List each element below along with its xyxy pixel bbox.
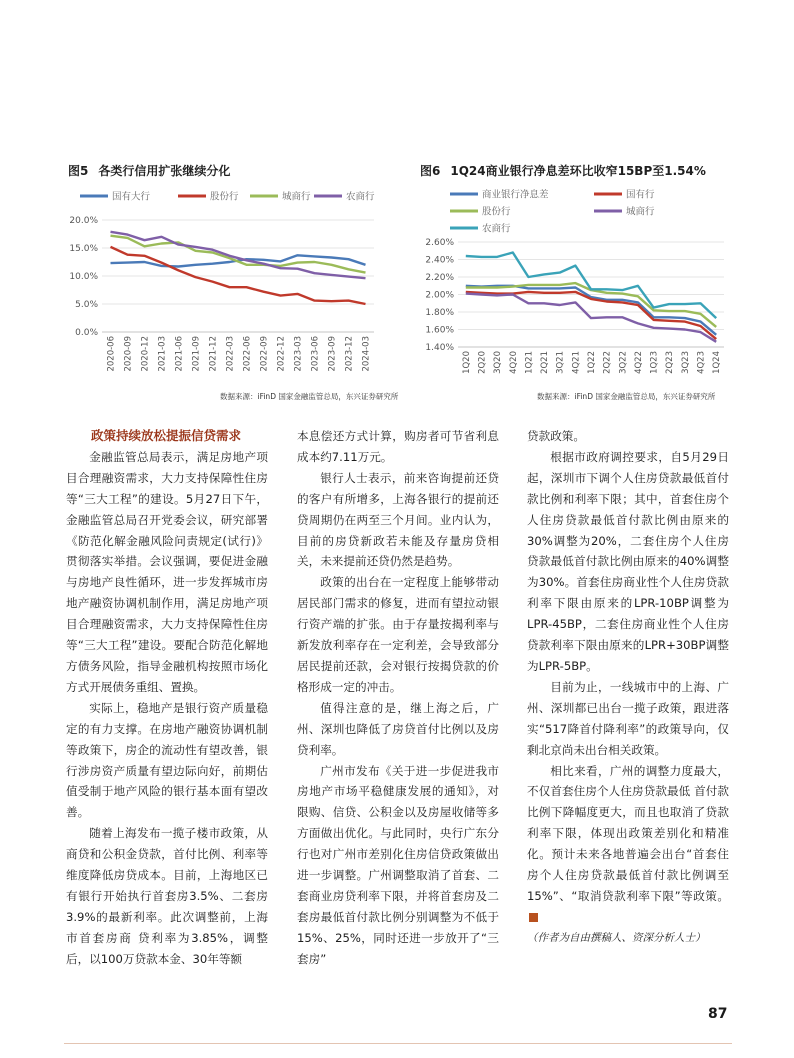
x-tick-label: 2023-12 <box>344 336 355 372</box>
x-tick-label: 2022-09 <box>259 336 270 372</box>
x-tick-label: 2Q22 <box>602 351 613 374</box>
x-tick-label: 2021-03 <box>157 336 168 372</box>
x-tick-label: 3Q22 <box>618 351 629 374</box>
series-line <box>111 232 366 278</box>
x-tick-label: 2022-03 <box>225 336 236 372</box>
section-heading: 政策持续放松提振信贷需求 <box>91 428 242 443</box>
legend-label: 股份行 <box>210 191 239 203</box>
end-mark-icon <box>529 913 538 922</box>
y-tick-label: 1.80% <box>425 308 454 318</box>
legend-label: 城商行 <box>282 191 311 203</box>
x-tick-label: 3Q23 <box>680 351 691 374</box>
y-tick-label: 20.0% <box>69 216 98 226</box>
x-tick-label: 3Q21 <box>555 351 566 374</box>
figure5-source: 数据来源：iFinD 国家金融监管总局，东兴证券研究所 <box>220 392 399 401</box>
x-tick-label: 2023-06 <box>310 336 321 372</box>
y-tick-label: 1.60% <box>425 325 454 336</box>
x-tick-label: 2021-12 <box>208 336 219 372</box>
y-tick-label: 10.0% <box>69 272 98 282</box>
paragraph: 根据市政府调控要求，自5月29日起，深圳市下调个人住房贷款最低首付款比例和利率下限；其中，首套住房个人住房贷款最低首付款比例由原来的30%调整为20%，二套住房个人住房贷款最低首付款比例由原来的40%调整为30%。首套住房商业性个人住房贷款利率下限由原来的LPR-10BP调整为LPR-45BP，二套住房商业性个人住房贷款利率下限由原来的LPR+30BP调整为LPR-5BP。 <box>527 449 729 673</box>
paragraph: 随着上海发布一揽子楼市政策，从商贷和公积金贷款，首付比例、利率等维度降低房贷成本。目前，上海地区已有银行开始执行首套房3.5%、二套房3.9%的最新利率。此次调整前，上海市首套房商 贷利率为3.85%，调整后，以100万贷款本金、30年等额 <box>66 826 268 966</box>
y-tick-label: 2.40% <box>425 255 454 266</box>
page-number: 87 <box>708 1006 728 1022</box>
figure6-chart <box>416 182 734 390</box>
x-tick-label: 4Q21 <box>571 351 582 374</box>
paragraph: 广州市发布《关于进一步促进我市房地产市场平稳健康发展的通知》，对限购、信贷、公积金以及房屋收储等多方面做出优化。与此同时，央行广东分行也对广州市差别化住房信贷政策做出进一步调整。广州调整取消了首套、二套商业房贷利率下限，并将首套房及二套房最低首付款比例分别调整为不低于15%、25%，同时还进一步放开了“三套房” <box>297 763 499 966</box>
paragraph-text: 相比来看，广州的调整力度最大，不仅首套住房个人住房贷款最低 首付款比例下降幅度更大，而且也取消了贷款利率下限，体现出政策差别化和精准化。预计未来各地普遍会出台“首套住房个人住房贷款最低首付款比例调至15%”、“取消贷款利率下限”等政策。 <box>527 763 729 903</box>
x-tick-label: 1Q21 <box>524 351 535 374</box>
y-tick-label: 2.00% <box>425 290 454 301</box>
paragraph: 本息偿还方式计算，购房者可节省利息成本约7.11万元。 <box>297 429 499 464</box>
y-tick-label: 2.20% <box>425 273 454 283</box>
author-byline: （作者为自由撰稿人、资深分析人士） <box>527 931 706 944</box>
x-tick-label: 4Q22 <box>633 351 644 374</box>
figure5-chart <box>62 180 380 390</box>
x-tick-label: 2020-09 <box>123 336 134 372</box>
legend-label: 股份行 <box>482 206 511 218</box>
legend-label: 国有行 <box>626 189 655 201</box>
paragraph: 贷款政策。 <box>527 429 585 443</box>
x-tick-label: 4Q23 <box>696 351 707 374</box>
x-tick-label: 2021-06 <box>174 336 185 372</box>
article-column-1 <box>66 426 268 970</box>
figure6-source: 数据来源：iFinD 国家金融监管总局，东兴证券研究所 <box>537 392 716 401</box>
paragraph: 值得注意的是，继上海之后，广州、深圳也降低了房贷首付比例以及房贷利率。 <box>297 700 499 757</box>
x-tick-label: 2023-09 <box>327 336 338 372</box>
x-tick-label: 4Q20 <box>508 351 519 374</box>
x-tick-label: 2024-03 <box>361 336 372 372</box>
y-tick-label: 2.60% <box>425 238 454 248</box>
paragraph: 实际上，稳地产是银行资产质量稳定的有力支撑。在房地产融资协调机制等政策下，房企的流动性有望改善，银行涉房资产质量有望边际向好，前期估值受制于地产风险的银行基本面有望改善。 <box>66 700 268 820</box>
figure6-number: 图6 <box>420 164 441 178</box>
legend-label: 商业银行净息差 <box>482 189 549 201</box>
legend-label: 国有大行 <box>112 191 151 203</box>
series-line <box>111 236 366 273</box>
y-tick-label: 15.0% <box>69 244 98 254</box>
paragraph <box>527 761 729 928</box>
x-tick-label: 1Q23 <box>649 351 660 374</box>
legend-label: 城商行 <box>626 206 655 218</box>
x-tick-label: 2Q21 <box>540 351 551 374</box>
y-tick-label: 1.40% <box>425 343 454 353</box>
paragraph: 政策的出台在一定程度上能够带动居民部门需求的修复，进而有望拉动银行资产端的扩张。由于存量按揭利率与新发放利率存在一定利差，会导致部分居民提前还款，会对银行按揭贷款的价格形成一定的冲击。 <box>297 575 499 694</box>
x-tick-label: 1Q22 <box>587 351 597 374</box>
figure6-title-text: 1Q24商业银行净息差环比收窄15BP至1.54% <box>450 164 706 178</box>
paragraph: 目前为止，一线城市中的上海、广州、深圳都已出台一揽子政策，跟进落实“517降首付降利率”的政策导向，仅剩北京尚未出台相关政策。 <box>527 679 729 757</box>
x-tick-label: 1Q24 <box>712 351 723 374</box>
y-tick-label: 0.0% <box>75 328 98 338</box>
x-tick-label: 2022-12 <box>276 336 287 372</box>
figure5-number: 图5 <box>68 164 89 178</box>
figure6-title <box>420 162 706 179</box>
paragraph: 银行人士表示，前来咨询提前还贷的客户有所增多，上海各银行的提前还贷周期仍在两至三个月间。业内认为，目前的房贷新政若未能及存量房贷相关，未来提前还贷仍然是趋势。 <box>297 470 499 569</box>
figure5-title <box>68 162 230 179</box>
y-tick-label: 5.0% <box>75 300 98 310</box>
paragraph: 金融监管总局表示，满足房地产项目合理融资需求，大力支持保障性住房等“三大工程”的建设。5月27日下午，金融监管总局召开党委会议，研究部署《防范化解金融风险问责规定(试行)》贯彻落实举措。会议强调，要促进金融与房地产良性循环，进一步发挥城市房地产融资协调机制作用，满足房地产项目合理融资需求，大力支持保障性住房等“三大工程”建设。要配合防范化解地方债务风险，指导金融机构按照市场化方式开展债务重组、置换。 <box>66 449 268 694</box>
figure5-title-text: 各类行信用扩张继续分化 <box>98 164 231 178</box>
footer-rule <box>64 1043 732 1044</box>
x-tick-label: 2021-09 <box>191 336 202 372</box>
article-column-2 <box>297 426 499 970</box>
x-tick-label: 2020-06 <box>106 336 117 372</box>
x-tick-label: 2023-03 <box>293 336 304 372</box>
x-tick-label: 1Q20 <box>461 351 472 374</box>
series-line <box>466 292 716 339</box>
x-tick-label: 2022-06 <box>242 336 253 372</box>
legend-label: 农商行 <box>346 191 375 203</box>
x-tick-label: 3Q20 <box>493 351 504 374</box>
x-tick-label: 2Q20 <box>477 351 488 374</box>
x-tick-label: 2020-12 <box>140 336 151 372</box>
legend-label: 农商行 <box>482 223 511 235</box>
article-column-3 <box>527 426 729 949</box>
x-tick-label: 2Q23 <box>665 351 676 374</box>
